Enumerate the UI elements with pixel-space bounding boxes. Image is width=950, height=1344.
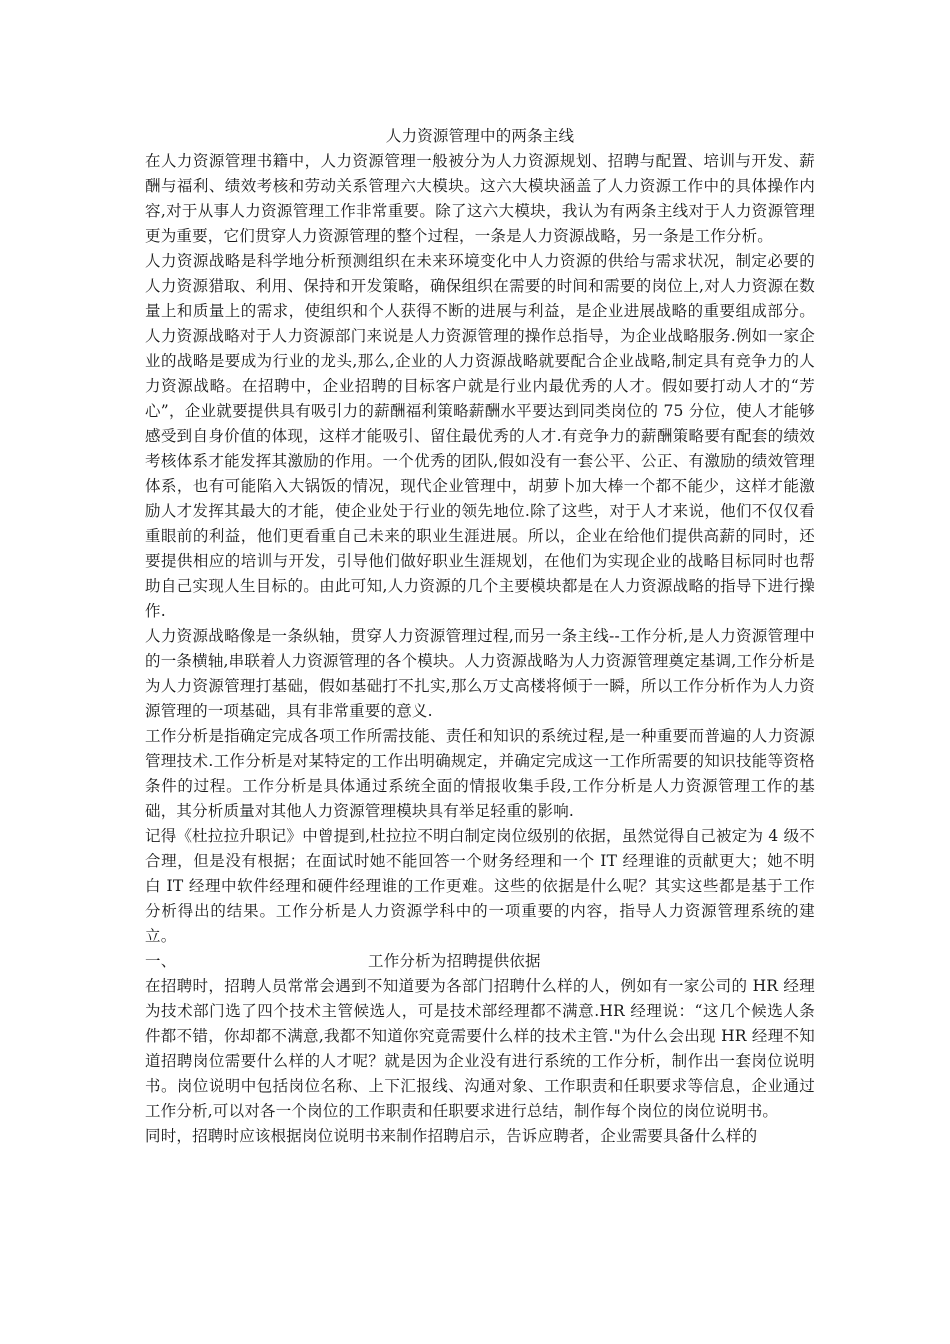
- paragraph-intro: 在人力资源管理书籍中，人力资源管理一般被分为人力资源规划、招聘与配置、培训与开发、薪酬与福利、绩效考核和劳动关系管理六大模块。这六大模块涵盖了人力资源工作中的具体操作内容,对于从事人力资源管理工作非常重要。除了这六大模块，我认为有两条主线对于人力资源管理更为重要，它们贯穿人力资源管理的整个过程，一条是人力资源战略，另一条是工作分析。: [145, 152, 815, 245]
- section-number: 一、: [145, 952, 177, 970]
- document-body: [145, 124, 815, 1149]
- section-heading-text: 工作分析为招聘提供依据: [368, 952, 541, 970]
- document-title: 人力资源管理中的两条主线: [385, 127, 575, 145]
- paragraph-vertical-axis: 人力资源战略像是一条纵轴，贯穿人力资源管理过程,而另一条主线--工作分析,是人力资源管理中的一条横轴,串联着人力资源管理的各个模块。人力资源战略为人力资源管理奠定基调,工作分析是为人力资源管理打基础，假如基础打不扎实,那么万丈高楼将倾于一瞬，所以工作分析作为人力资源管理的一项基础，具有非常重要的意义.: [145, 627, 815, 720]
- paragraph-recruitment-continued: 同时，招聘时应该根据岗位说明书来制作招聘启示，告诉应聘者，企业需要具备什么样的: [145, 1127, 758, 1145]
- section-heading: [145, 949, 815, 974]
- paragraph-hr-strategy: 人力资源战略是科学地分析预测组织在未来环境变化中人力资源的供给与需求状况，制定必要的人力资源猎取、利用、保持和开发策略，确保组织在需要的时间和需要的岗位上,对人力资源在数量上和质量上的需求，使组织和个人获得不断的进展与利益，是企业进展战略的重要组成部分。人力资源战略对于人力资源部门来说是人力资源管理的操作总指导，为企业战略服务.例如一家企业的战略是要成为行业的龙头,那么,企业的人力资源战略就要配合企业战略,制定具有竞争力的人力资源战略。在招聘中，企业招聘的目标客户就是行业内最优秀的人才。假如要打动人才的“芳心”，企业就要提供具有吸引力的薪酬福利策略薪酬水平要达到同类岗位的 75 分位，使人才能够感受到自身价值的体现，这样才能吸引、留住最优秀的人才.有竞争力的薪酬策略要有配套的绩效考核体系才能发挥其激励的作用。一个优秀的团队,假如没有一套公平、公正、有激励的绩效管理体系，也有可能陷入大锅饭的情况，现代企业管理中，胡萝卜加大棒一个都不能少，这样才能激励人才发挥其最大的才能，使企业处于行业的领先地位.除了这些，对于人才来说，他们不仅仅看重眼前的利益，他们更看重自己未来的职业生涯进展。所以，企业在给他们提供高薪的同时，还要提供相应的培训与开发，引导他们做好职业生涯规划，在他们为实现企业的战略目标同时也帮助自己实现人生目标的。由此可知,人力资源的几个主要模块都是在人力资源战略的指导下进行操作.: [145, 252, 815, 620]
- paragraph-job-analysis-definition: 工作分析是指确定完成各项工作所需技能、责任和知识的系统过程,是一种重要而普遍的人力资源管理技术.工作分析是对某特定的工作出明确规定，并确定完成这一工作所需要的知识技能等资格条件的过程。工作分析是具体通过系统全面的情报收集手段,工作分析是人力资源管理工作的基础，其分析质量对其他人力资源管理模块具有举足轻重的影响.: [145, 727, 815, 820]
- paragraph-recruitment: 在招聘时，招聘人员常常会遇到不知道要为各部门招聘什么样的人，例如有一家公司的 HR 经理为技术部门选了四个技术主管候选人，可是技术部经理都不满意.HR 经理说：“这几个候选人条件都不错，你却都不满意,我都不知道你究竟需要什么样的技术主管."为什么会出现 HR 经理不知道招聘岗位需要什么样的人才呢？就是因为企业没有进行系统的工作分析，制作出一套岗位说明书。岗位说明中包括岗位名称、上下汇报线、沟通对象、工作职责和任职要求等信息，企业通过工作分析,可以对各一个岗位的工作职责和任职要求进行总结，制作每个岗位的岗位说明书。: [145, 977, 815, 1120]
- paragraph-dulala-example: 记得《杜拉拉升职记》中曾提到,杜拉拉不明白制定岗位级别的依据，虽然觉得自己被定为 4 级不合理，但是没有根据；在面试时她不能回答一个财务经理和一个 IT 经理谁的贡献更大；她不明白 IT 经理中软件经理和硬件经理谁的工作更难。这些的依据是什么呢？其实这些都是基于工作分析得出的结果。工作分析是人力资源学科中的一项重要的内容，指导人力资源管理系统的建立。: [145, 827, 815, 945]
